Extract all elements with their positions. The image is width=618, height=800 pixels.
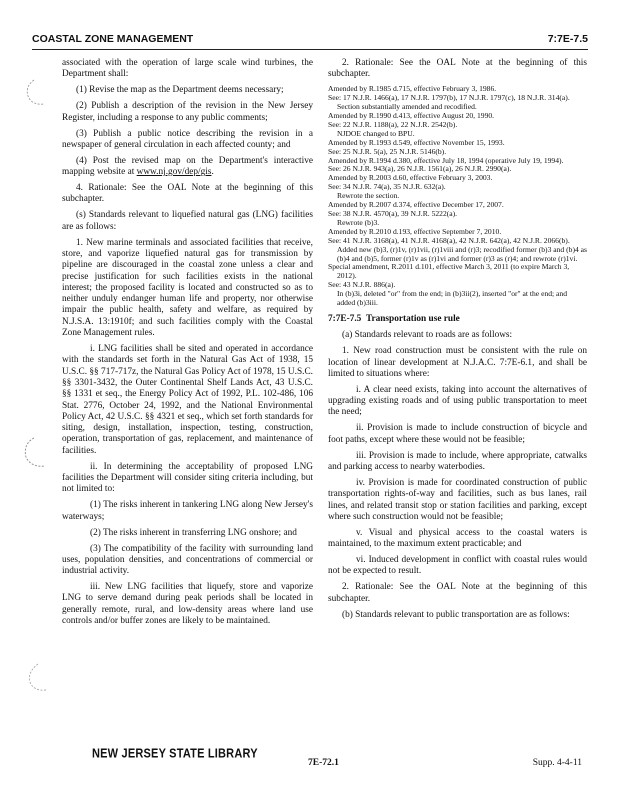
history-entry: See: 41 N.J.R. 3168(a), 41 N.J.R. 4168(a), 42 N.J.R. 642(a), 42 N.J.R. 2066(b). xyxy=(328,235,570,245)
section-body xyxy=(328,330,587,621)
history-entry: Special amendment, R.2011 d.101, effective March 3, 2011 (to expire March 3, 2012). xyxy=(328,262,570,281)
history-entry: See: 17 N.J.R. 1466(a), 17 N.J.R. 1797(b), 17 N.J.R. 1797(c), 18 N.J.R. 314(a). xyxy=(328,93,570,103)
paragraph: associated with the operation of large scale wind turbines, the Department shall: xyxy=(62,58,313,80)
page-number: 7E-72.1 xyxy=(308,758,339,768)
history-entry: See: 34 N.J.R. 74(a), 35 N.J.R. 632(a). xyxy=(328,182,446,192)
paragraph: 2. Rationale: See the OAL Note at the beginning of this subchapter. xyxy=(328,582,587,604)
section-title: Transportation use rule xyxy=(365,313,460,324)
paragraph: (b) Standards relevant to public transportation are as follows: xyxy=(342,609,570,620)
paragraph: 4. Rationale: See the OAL Note at the beginning of this subchapter. xyxy=(62,183,313,205)
history-entry: Rewrote (b)3. xyxy=(337,217,380,227)
paragraph: i. A clear need exists, taking into account the alternatives of upgrading existing roads and of using public transportation to meet the need; xyxy=(328,384,587,418)
history-entry: NJDOE changed to BPU. xyxy=(337,128,415,138)
paragraph: (2) The risks inherent in transferring LNG onshore; and xyxy=(90,527,297,538)
right-column xyxy=(328,58,587,626)
paragraph: (1) Revise the map as the Department deems necessary; xyxy=(76,85,284,96)
history-entry: Amended by R.2007 d.374, effective December 17, 2007. xyxy=(328,200,504,210)
history-entry: Amended by R.1990 d.413, effective August 20, 1990. xyxy=(328,111,495,120)
paragraph: (s) Standards relevant to liquefied natural gas (LNG) facilities are as follows: xyxy=(62,210,313,232)
library-stamp: NEW JERSEY STATE LIBRARY xyxy=(92,747,258,761)
history-entry: See: 26 N.J.R. 943(a), 26 N.J.R. 1561(a), 26 N.J.R. 2990(a). xyxy=(328,164,512,174)
history-entry: Amended by R.1994 d.380, effective July 18, 1994 (operative July 19, 1994). xyxy=(328,155,564,165)
paragraph: (a) Standards relevant to roads are as follows: xyxy=(342,330,513,341)
header-title: COASTAL ZONE MANAGEMENT xyxy=(32,33,194,45)
paragraph: ii. Provision is made to include construction of bicycle and foot paths, except where these would not be feasible; xyxy=(328,423,587,445)
history-entry: Amended by R.2010 d.193, effective September 7, 2010. xyxy=(328,226,502,236)
history-entry: See: 38 N.J.R. 4570(a), 39 N.J.R. 5222(a). xyxy=(328,208,458,218)
history-entry: Amended by R.1985 d.715, effective February 3, 1986. xyxy=(328,84,497,94)
binder-hole-mark xyxy=(24,662,50,694)
history-entry: Amended by R.1993 d.549, effective November 15, 1993. xyxy=(328,137,505,147)
paragraph: i. LNG facilities shall be sited and operated in accordance with the standards set forth in the Natural Gas Act of 1938, 15 U.S.C. §§ 717-717z, the Natural Gas Policy Act of 1978, 15 U.S.C. §§ 3301-3432, the Outer Continental Shelf Lands Act, 43 U.S.C. §§ 1331 et seq., the Energy Policy Act of 1992, P.L. 102-486, 106 Stat. 2776, October 24, 1992, and the National Environmental Policy Act, 42 U.S.C. §§ 4321 et seq., which set forth standards for siting, design, installation, inspection, testing, construction, operation, transportation of gas, replacement, and maintenance of facilities. xyxy=(62,344,313,456)
paragraph: (3) Publish a public notice describing the revision in a newspaper of general circulation in each affected county; and xyxy=(62,128,313,150)
section-number: 7:7E-7.5 xyxy=(328,313,362,324)
history-entry: Rewrote the section. xyxy=(337,191,400,201)
paragraph: v. Visual and physical access to the coastal waters is maintained, to the maximum extent practicable; and xyxy=(328,527,587,550)
left-column xyxy=(62,58,313,632)
paragraph: (4) Post the revised map on the Department's interactive mapping website at www.nj.gov/dep/gis. xyxy=(62,155,313,178)
history-entry: See: 43 N.J.R. 886(a). xyxy=(328,280,396,290)
binder-hole-mark xyxy=(20,436,48,470)
paragraph: (2) Publish a description of the revision in the New Jersey Register, including a response to any public comments; xyxy=(62,101,313,123)
paragraph: 1. New marine terminals and associated facilities that receive, store, and vaporize liquefied natural gas for transmission by pipeline are discouraged in the coastal zone unless a clear and precise justification for such facilities exists in the national interest; the proposed facility is located and constructed so as to neither unduly endanger human life and property, nor otherwise impair the public health, safety and welfare, as required by N.J.S.A. 13:1910f; and such facilities comply with the Coastal Zone Management rules. xyxy=(62,237,313,339)
history-notes xyxy=(328,85,587,308)
right-rationale-top: 2. Rationale: See the OAL Note at the beginning of this subchapter. xyxy=(328,58,587,80)
gis-website-link[interactable]: www.nj.gov/dep/gis xyxy=(136,167,212,178)
paragraph: (1) The risks inherent in tankering LNG along New Jersey's waterways; xyxy=(62,500,313,522)
supplement-date: Supp. 4-4-11 xyxy=(532,758,582,768)
history-entry: See: 25 N.J.R. 5(a), 25 N.J.R. 5146(b). xyxy=(328,146,447,156)
history-entry: Section substantially amended and recodified. xyxy=(337,102,477,112)
running-header xyxy=(32,33,588,50)
history-entry: Amended by R.2003 d.60, effective February 3, 2003. xyxy=(328,173,493,183)
paragraph: iv. Provision is made for coordinated construction of public transportation rights-of-way and facilities, such as bus lanes, rail lines, and related transit stop or station facilities and parking, except where such construction would not be feasible; xyxy=(328,477,587,522)
history-entry: Added new (b)3, (r)1v, (r)1vii, (r)1viii and (r)3; recodified former (b)3 and (b)4 as (b)4 and (b)5, former (r)1v as (r)1vi and former (r)3 as (r)4; and rewrote (r)1vi. xyxy=(337,244,588,263)
header-section: 7:7E-7.5 xyxy=(547,33,588,45)
history-entry: In (b)3i, deleted "or" from the end; in (b)3ii(2), inserted "or" at the end; and added (b)3iii. xyxy=(337,289,568,308)
paragraph: vi. Induced development in conflict with coastal rules would not be expected to result. xyxy=(328,555,587,577)
history-entry: See: 22 N.J.R. 1188(a), 22 N.J.R. 2542(b). xyxy=(328,119,458,129)
paragraph: iii. Provision is made to include, where appropriate, catwalks and parking access to nearby waterbodies. xyxy=(328,450,587,472)
paragraph: iii. New LNG facilities that liquefy, store and vaporize LNG to serve demand during peak periods shall be located in generally remote, rural, and low-density areas where land use controls and/or buffer zones are likely to be maintained. xyxy=(62,582,313,626)
paragraph: (3) The compatibility of the facility with surrounding land uses, population densities, and concentrations of commercial or industrial activity. xyxy=(62,543,313,577)
section-heading xyxy=(328,314,587,325)
binder-hole-mark xyxy=(22,78,48,108)
paragraph: ii. In determining the acceptability of proposed LNG facilities the Department will consider siting criteria including, but not limited to: xyxy=(62,461,313,495)
paragraph: 1. New road construction must be consistent with the rule on location of linear development at N.J.A.C. 7:7E-6.1, and shall be limited to situations where: xyxy=(328,346,587,379)
